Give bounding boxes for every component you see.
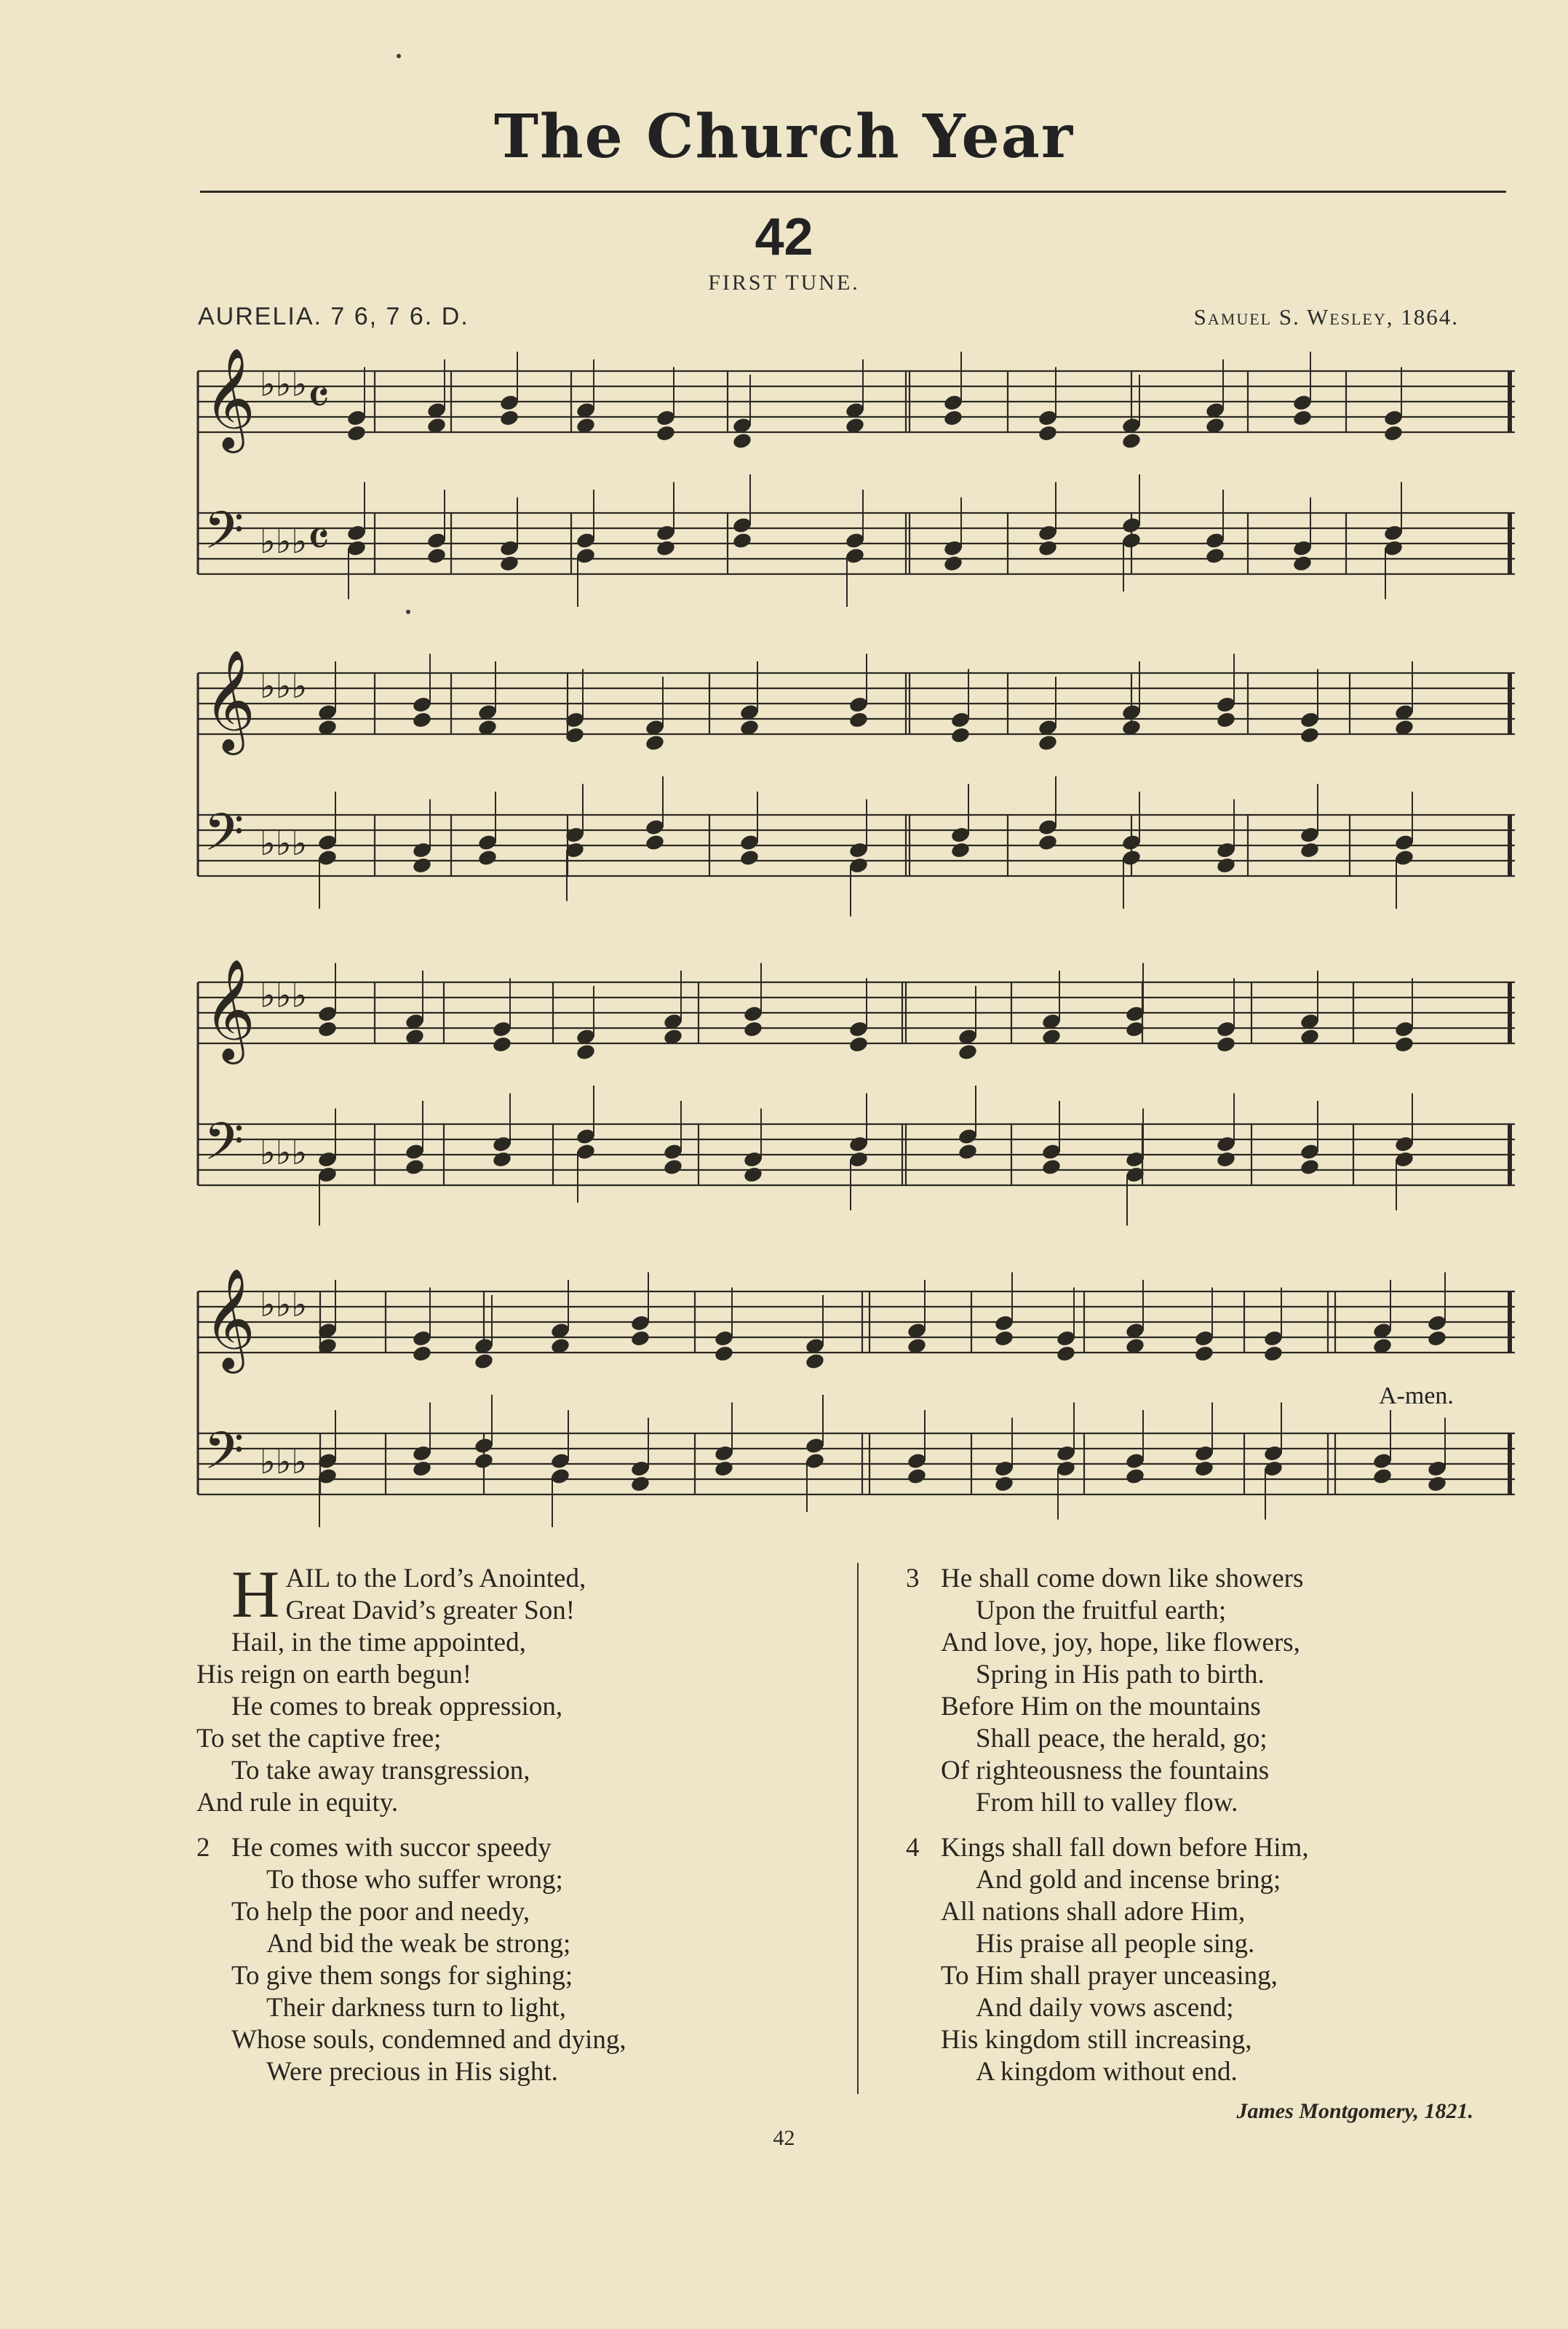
note-head — [1038, 424, 1059, 442]
bass-clef-icon: 𝄢 — [204, 501, 244, 573]
verse-line: And gold and incense bring; — [976, 1865, 1281, 1895]
note-head — [1194, 1345, 1215, 1363]
flat-icon: ♭♭♭ — [260, 1133, 308, 1172]
note-head — [1041, 1158, 1062, 1176]
verse-line: And love, joy, hope, like flowers, — [941, 1628, 1300, 1657]
verse-1 — [196, 1557, 851, 1819]
note-head — [1427, 1475, 1448, 1493]
verse-line: A kingdom without end. — [976, 2057, 1238, 2087]
hymn-number: 42 — [755, 208, 813, 266]
note-head — [743, 1166, 764, 1184]
composer-credit: Samuel S. Wesley, 1864. — [1193, 304, 1459, 330]
verse-line: He comes with succor speedy — [231, 1833, 552, 1863]
drop-cap: H — [231, 1557, 280, 1631]
note-head — [994, 1475, 1015, 1493]
page-number: 42 — [773, 2126, 795, 2150]
treble-clef-icon: 𝄞 — [204, 650, 255, 751]
note-head — [474, 1352, 495, 1370]
column-divider — [857, 1563, 859, 2094]
tune-name: AURELIA. 7 6, 7 6. D. — [198, 303, 469, 330]
note-head — [576, 1043, 597, 1061]
verse-line: To Him shall prayer unceasing, — [941, 1961, 1278, 1991]
note-head — [1056, 1345, 1077, 1363]
note-head — [994, 1329, 1015, 1347]
verse-line: Kings shall fall down before Him, — [941, 1833, 1309, 1863]
note-head — [656, 424, 677, 442]
note-head — [499, 554, 520, 573]
note-head — [1263, 1345, 1284, 1363]
note-head — [1125, 1467, 1146, 1485]
verse-line: From hill to valley flow. — [976, 1788, 1238, 1818]
verses-left-column — [196, 1557, 851, 2101]
page-title: The Church Year — [493, 102, 1075, 172]
note-head — [663, 1158, 684, 1176]
treble-clef-icon: 𝄞 — [204, 348, 255, 449]
common-time-icon: 𝄴 — [307, 367, 330, 427]
verse-line: And rule in equity. — [196, 1788, 399, 1818]
note-head — [1300, 726, 1321, 744]
note-head — [714, 1345, 735, 1363]
note-head — [958, 1142, 979, 1160]
flat-icon: ♭♭♭ — [260, 365, 308, 404]
note-head — [714, 1460, 735, 1478]
verse-line: He comes to break oppression, — [231, 1692, 563, 1721]
verse-line: Whose souls, condemned and dying, — [231, 2025, 626, 2055]
verse-line: Hail, in the time appointed, — [231, 1628, 526, 1657]
note-head — [630, 1475, 651, 1493]
flat-icon: ♭♭♭ — [260, 666, 308, 706]
verse-line: Were precious in His sight. — [266, 2057, 558, 2087]
bass-clef-icon: 𝄢 — [204, 1421, 244, 1494]
note-head — [1038, 539, 1059, 557]
treble-clef-icon: 𝄞 — [204, 1268, 255, 1369]
verse-line: Shall peace, the herald, go; — [976, 1724, 1267, 1753]
note-head — [943, 409, 964, 427]
bass-clef-icon: 𝄢 — [204, 1112, 244, 1185]
verse-4 — [906, 1832, 1488, 2088]
verses-right-column — [906, 1563, 1488, 2101]
note-head — [1216, 856, 1237, 875]
note-head — [1216, 1035, 1237, 1054]
verse-line: AIL to the Lord’s Anointed, — [285, 1564, 586, 1593]
note-head — [743, 1020, 764, 1038]
verse-line: Of righteousness the fountains — [941, 1756, 1270, 1785]
note-head — [412, 1460, 433, 1478]
verse-line: He shall come down like showers — [941, 1564, 1304, 1593]
author-credit: James Montgomery, 1821. — [1236, 2099, 1473, 2123]
note-head — [492, 1035, 513, 1054]
note-head — [1300, 841, 1321, 859]
note-head — [1121, 431, 1142, 450]
tune-label: FIRST TUNE. — [708, 271, 860, 295]
note-head — [1194, 1460, 1215, 1478]
verse-number: 2 — [196, 1833, 210, 1863]
note-head — [1292, 554, 1313, 573]
flat-icon: ♭♭♭ — [260, 522, 308, 561]
note-head — [848, 711, 869, 729]
verse-line: And bid the weak be strong; — [266, 1929, 571, 1959]
note-head — [1300, 1158, 1321, 1176]
bass-clef-icon: 𝄢 — [204, 803, 244, 875]
note-head — [1038, 833, 1059, 851]
note-head — [412, 1345, 433, 1363]
note-head — [477, 848, 498, 867]
note-head — [492, 1150, 513, 1169]
note-head — [848, 1035, 869, 1054]
note-head — [426, 546, 447, 565]
verse-line: Upon the fruitful earth; — [976, 1596, 1227, 1625]
note-head — [645, 733, 666, 752]
verse-3 — [906, 1563, 1488, 1819]
note-head — [645, 833, 666, 851]
flat-icon: ♭♭♭ — [260, 824, 308, 863]
note-head — [958, 1043, 979, 1061]
flat-icon: ♭♭♭ — [260, 976, 308, 1015]
note-head — [412, 856, 433, 875]
note-head — [950, 841, 971, 859]
note-head — [474, 1452, 495, 1470]
note-head — [1427, 1329, 1448, 1347]
verse-line: Before Him on the mountains — [941, 1692, 1261, 1721]
note-head — [1216, 1150, 1237, 1169]
verse-line: To give them songs for sighing; — [231, 1961, 573, 1991]
common-time-icon: 𝄴 — [307, 509, 330, 569]
note-head — [1038, 733, 1059, 752]
note-head — [412, 711, 433, 729]
verse-line: Great David’s greater Son! — [285, 1596, 576, 1625]
flat-icon: ♭♭♭ — [260, 1442, 308, 1481]
note-head — [739, 848, 760, 867]
verse-line: To set the captive free; — [196, 1724, 442, 1753]
verse-line: To those who suffer wrong; — [266, 1865, 563, 1895]
note-head — [656, 539, 677, 557]
verse-line: To take away transgression, — [231, 1756, 530, 1785]
verse-line: All nations shall adore Him, — [941, 1897, 1246, 1927]
note-head — [1372, 1467, 1393, 1485]
verse-line: His kingdom still increasing, — [941, 2025, 1252, 2055]
note-head — [950, 726, 971, 744]
verse-number: 4 — [906, 1833, 920, 1863]
note-head — [907, 1467, 928, 1485]
note-head — [732, 431, 753, 450]
verse-line: His praise all people sing. — [976, 1929, 1255, 1959]
note-head — [805, 1352, 826, 1370]
verse-line: Spring in His path to birth. — [976, 1660, 1265, 1689]
note-head — [630, 1329, 651, 1347]
note-head — [405, 1158, 426, 1176]
verse-line: His reign on earth begun! — [196, 1660, 472, 1689]
verse-2 — [196, 1832, 851, 2088]
amen-label: A-men. — [1379, 1382, 1454, 1409]
verse-line: And daily vows ascend; — [976, 1993, 1234, 2023]
note-head — [1292, 409, 1313, 427]
flat-icon: ♭♭♭ — [260, 1285, 308, 1324]
note-head — [1394, 1035, 1415, 1054]
verse-number: 3 — [906, 1564, 920, 1593]
note-head — [346, 424, 367, 442]
note-head — [1205, 546, 1226, 565]
treble-clef-icon: 𝄞 — [204, 959, 255, 1060]
note-head — [1383, 424, 1404, 442]
verse-line: To help the poor and needy, — [231, 1897, 530, 1927]
note-head — [1216, 711, 1237, 729]
note-head — [317, 1020, 338, 1038]
note-head — [943, 554, 964, 573]
verse-line: Their darkness turn to light, — [266, 1993, 567, 2023]
note-head — [732, 531, 753, 549]
note-head — [499, 409, 520, 427]
